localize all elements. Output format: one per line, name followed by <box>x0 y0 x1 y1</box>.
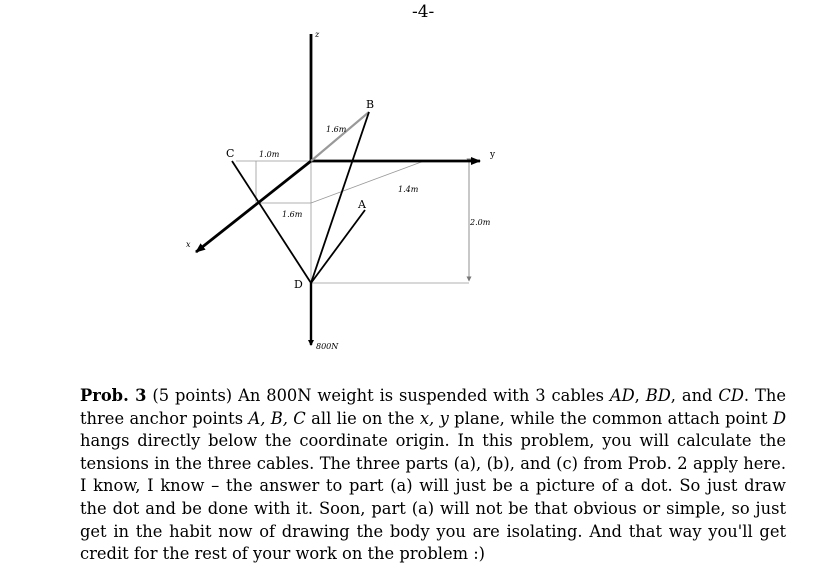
point-a-label: A <box>358 198 366 211</box>
c-x-length-label: 1.6m <box>282 210 303 219</box>
problem-text-2: . The three anchor points <box>80 386 786 428</box>
problem-text-5: hangs directly below the coordinate origin. In this problem, you will calculate the tensions in the three cables. The three parts (a), (b), and (c) from Prob. 2 apply here. I know, I know – the answer to part (a) will just be a picture of a dot. So just draw the dot and be done with it. Soon, part (a) will not be that obvious or simple, so just get in the habit now of drawing the body you are isolating. And that way you'll get credit for the rest of your work on the problem :) <box>80 431 786 564</box>
problem-text-3: all lie on the <box>305 408 420 428</box>
weight-label: 800N <box>316 342 339 351</box>
cable-ad-text: AD <box>609 386 635 405</box>
a-y-length-label: 1.4m <box>398 185 419 194</box>
page-number: -4- <box>412 2 435 22</box>
problem-text-1: An 800N weight is suspended with 3 cables <box>238 386 610 405</box>
cable-ad <box>311 210 365 283</box>
d-depth-label: 2.0m <box>470 218 491 227</box>
plane-text: x, y <box>419 408 449 428</box>
anchor-list-text: A, B, C <box>248 408 306 428</box>
problem-title: Prob. 3 <box>80 386 147 405</box>
problem-sep-1: , <box>634 386 646 405</box>
problem-sep-2: , and <box>670 386 719 405</box>
cable-cd-text: CD <box>718 386 744 405</box>
attach-point-text: D <box>772 408 786 428</box>
cable-bd-text: BD <box>645 386 671 405</box>
point-c-label: C <box>226 147 235 160</box>
point-d-label: D <box>294 278 303 291</box>
x-axis-label: x <box>186 240 191 249</box>
ob-length-label: 1.6m <box>326 125 347 134</box>
cable-cd <box>232 161 311 283</box>
a-guide-line <box>311 161 424 203</box>
problem-text-4: plane, while the common attach point <box>448 408 773 428</box>
z-axis-label: z <box>315 30 320 39</box>
c-y-offset-label: 1.0m <box>259 150 280 159</box>
point-b-label: B <box>366 98 375 111</box>
problem-statement <box>80 385 786 566</box>
y-axis-label: y <box>490 150 496 160</box>
problem-points: (5 points) <box>152 386 233 405</box>
x-axis <box>196 161 311 252</box>
